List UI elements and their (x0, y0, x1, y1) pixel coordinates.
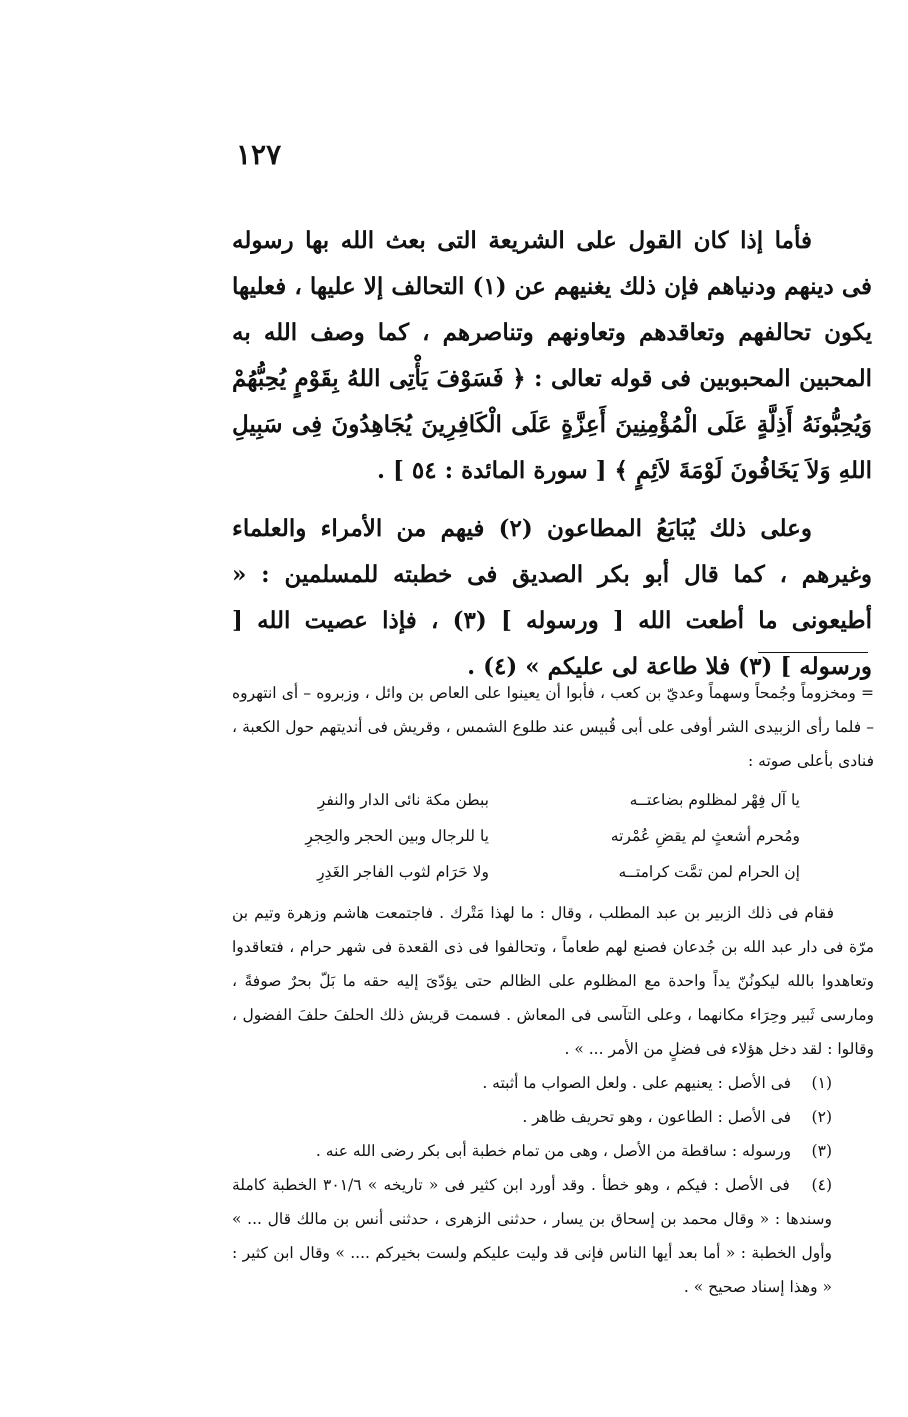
verse-1-right: يا آل فِهْر لمظلوم بضاعتــه (629, 791, 800, 809)
verse-3-right: إن الحرام لمن تمَّت كرامتــه (618, 863, 800, 881)
footnote-4-number: (٤) (811, 1176, 832, 1194)
note-after-poem: فقام فى ذلك الزبير بن عبد المطلب ، وقال : ما لهذا مَتْرك . فاجتمعت هاشم وزهرة وتيم بن مرّة فى دار عبد الله بن جُدعان فصنع لهم طعاماً ، وتحالفوا فى ذى القعدة فى شهر حرام ، فتعاقدوا وتعاهدوا بالله ليكونُنّ يداً واحدة مع المظلوم على الظالم حتى يؤدّىَ إليه حقه ما بَلّ بحرٌ صوفةً ، ومارسى ثَبير وحِرَاء مكانهما ، وعلى التآسى فى المعاش . فسمت قريش ذلك الحلفَ حلفَ الفضول ، وقالوا : لقد دخل هؤلاء فى فضلٍ من الأمر ... » . (232, 904, 874, 1058)
footnotes-section (232, 676, 874, 1304)
poem-verses (272, 782, 854, 890)
verse-1-left: ببطن مكة نائى الدار والنفرِ (317, 791, 489, 809)
main-paragraph-2: وعلى ذلك يُبَايَعُ المطاعون (٢) فيهم من الأمراء والعلماء وغيرهم ، كما قال أبو بكر الصديق فى خطبته للمسلمين : « أطيعونى ما أطعت الله [ ورسوله ] (٣) ، فإذا عصيت الله [ ورسوله ] (٣) فلا طاعة لى عليكم » (٤) . (232, 515, 872, 680)
page-number: ١٢٧ (236, 138, 282, 171)
footnote-3-text: ورسوله : ساقطة من الأصل ، وهى من تمام خطبة أبى بكر رضى الله عنه . (315, 1142, 792, 1160)
footnote-3 (232, 1134, 874, 1168)
footnote-4 (232, 1168, 874, 1304)
main-text (232, 218, 872, 702)
footnote-3-number: (٣) (811, 1142, 832, 1160)
footnote-2-text: فى الأصل : الطاعون ، وهو تحريف ظاهر . (522, 1108, 792, 1126)
footnote-4-text: فى الأصل : فيكم ، وهو خطأ . وقد أورد ابن كثير فى « تاريخه » ٣٠١/٦ الخطبة كاملة وسندها : « وقال محمد بن إسحاق بن يسار ، حدثنى الزهرى ، حدثنى أنس بن مالك قال ... » وأول الخطبة : « أما بعد أيها الناس فإنى قد وليت عليكم ولست بخيركم .... » وقال ابن كثير : « وهذا إسناد صحيح » . (232, 1176, 832, 1296)
verse-3-left: ولا حَرَام لثوب الفاجر الغَدِرِ (317, 863, 489, 881)
footnote-1-number: (١) (811, 1074, 832, 1092)
footnote-1-text: فى الأصل : يعنيهم على . ولعل الصواب ما أثبته . (482, 1074, 792, 1092)
verse-2-right: ومُحرم أشعثٍ لم يقضِ عُمْرته (610, 827, 800, 845)
footnote-2 (232, 1100, 874, 1134)
note-continuation: = ومخزوماً وجُمحاً وسهماً وعديّ بن كعب ، فأبوا أن يعينوا على العاص بن وائل ، وزبروه – أى انتهروه – فلما رأى الزبيدى الشر أوفى على أبى قُبيس عند طلوع الشمس ، وقريش فى أنديتهم حول الكعبة ، فنادى بأعلى صوته : (232, 684, 874, 770)
verse-2-left: يا للرجال وبين الحجر والحِجرِ (305, 827, 489, 845)
footnote-1 (232, 1066, 874, 1100)
footnote-2-number: (٢) (811, 1108, 832, 1126)
footnote-separator (758, 652, 868, 653)
main-paragraph-1: فأما إذا كان القول على الشريعة التى بعث الله بها رسوله فى دينهم ودنياهم فإن ذلك يغنيهم عن (١) التحالف إلا عليها ، فعليها يكون تحالفهم وتعاقدهم وتعاونهم وتناصرهم ، كما وصف الله به المحبين المحبوبين فى قوله تعالى : ﴿ فَسَوْفَ يَأْتِى اللهُ بِقَوْمٍ يُحِبُّهُمْ وَيُحِبُّونَهُ أَذِلَّةٍ عَلَى الْمُؤْمِنِينَ أَعِزَّةٍ عَلَى الْكَافِرِينَ يُجَاهِدُونَ فِى سَبِيلِ اللهِ وَلاَ يَخَافُونَ لَوْمَةَ لاَئِمٍ ﴾ [ سورة المائدة : ٥٤ ] . (232, 227, 872, 484)
